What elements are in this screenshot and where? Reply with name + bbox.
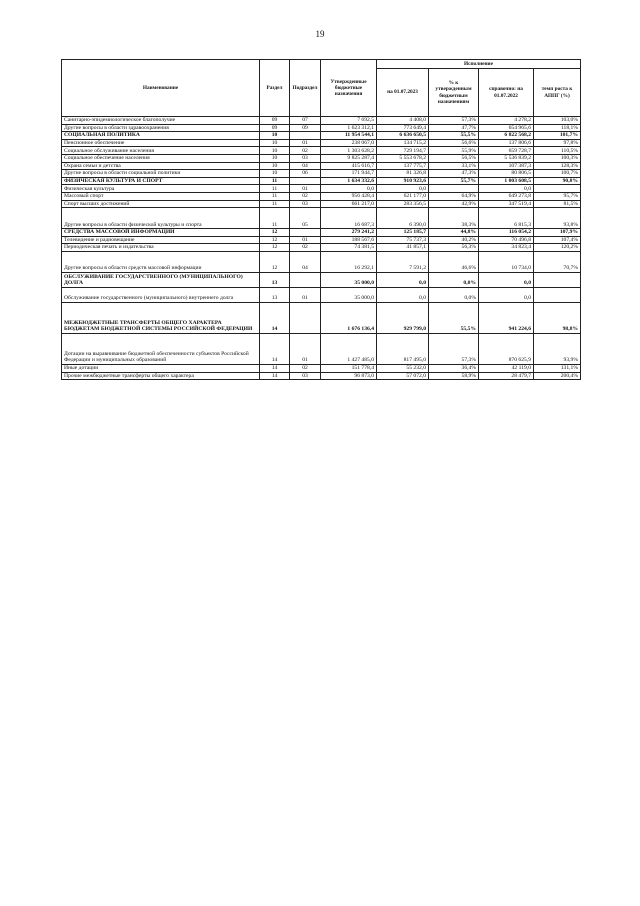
cell-on-date: 55 232,0: [377, 364, 429, 372]
table-row: [62, 147, 581, 155]
cell-ref: 347 519,4: [479, 200, 534, 208]
cell-razdel: 14: [260, 333, 290, 364]
cell-on-date: 817 495,0: [377, 333, 429, 364]
table-row: [62, 185, 581, 193]
table-row: [62, 244, 581, 252]
cell-pct: 56,3%: [429, 244, 479, 252]
cell-approved: 9 825 287,4: [321, 154, 377, 162]
cell-pct: 64,9%: [429, 192, 479, 200]
cell-razdel: 12: [260, 229, 290, 237]
cell-name: Физическая культура: [62, 185, 260, 193]
cell-podrazdel: 02: [290, 192, 321, 200]
cell-razdel: 10: [260, 139, 290, 147]
cell-growth: 100,3%: [534, 154, 581, 162]
cell-on-date: 41 857,1: [377, 244, 429, 252]
cell-pct: 56,6%: [429, 139, 479, 147]
cell-podrazdel: 01: [290, 287, 321, 302]
cell-pct: 38,3%: [429, 208, 479, 229]
cell-on-date: 57 072,0: [377, 372, 429, 380]
cell-razdel: 12: [260, 236, 290, 244]
cell-ref: 941 224,6: [479, 302, 534, 333]
cell-name: Иные дотации: [62, 364, 260, 372]
cell-on-date: 6 636 650,5: [377, 132, 429, 140]
cell-podrazdel: 02: [290, 147, 321, 155]
table-row: [62, 372, 581, 380]
cell-ref: 0,0: [479, 287, 534, 302]
cell-podrazdel: [290, 229, 321, 237]
cell-growth: 70,7%: [534, 251, 581, 272]
cell-on-date: 773 649,4: [377, 124, 429, 132]
cell-on-date: 81 326,8: [377, 170, 429, 178]
cell-growth: [534, 272, 581, 287]
cell-razdel: 11: [260, 177, 290, 185]
header-row-top: [62, 60, 581, 69]
table-row: [62, 208, 581, 229]
cell-ref: 137 806,6: [479, 139, 534, 147]
cell-growth: 95,7%: [534, 192, 581, 200]
cell-razdel: 10: [260, 132, 290, 140]
cell-on-date: 137 775,7: [377, 162, 429, 170]
header-growth: темп роста к АППГ (%): [534, 69, 581, 117]
budget-execution-table: [61, 59, 581, 380]
cell-razdel: 11: [260, 208, 290, 229]
cell-growth: 81,5%: [534, 200, 581, 208]
cell-ref: 654 965,6: [479, 124, 534, 132]
cell-razdel: 10: [260, 147, 290, 155]
table-row: [62, 287, 581, 302]
cell-approved: 35 000,0: [321, 287, 377, 302]
cell-name: Телевидение и радиовещание: [62, 236, 260, 244]
cell-pct: 56,5%: [429, 154, 479, 162]
cell-approved: 16 687,3: [321, 208, 377, 229]
table-row: [62, 154, 581, 162]
cell-podrazdel: 03: [290, 154, 321, 162]
cell-ref: 6 822 568,2: [479, 132, 534, 140]
header-pct-approved: % к утвержденным бюджетным назначениям: [429, 69, 479, 117]
cell-on-date: 0,0: [377, 272, 429, 287]
cell-approved: 35 000,0: [321, 272, 377, 287]
cell-razdel: 13: [260, 287, 290, 302]
cell-name: Дотации на выравнивание бюджетной обеспеченности субъектов Российской Федерации и муниципальных образований: [62, 333, 260, 364]
cell-pct: 0,0%: [429, 287, 479, 302]
cell-on-date: 7 591,2: [377, 251, 429, 272]
cell-growth: [534, 287, 581, 302]
cell-name: Другие вопросы в области физической культуры и спорта: [62, 208, 260, 229]
cell-on-date: 75 737,3: [377, 236, 429, 244]
cell-pct: 47,3%: [429, 170, 479, 178]
cell-growth: 200,4%: [534, 372, 581, 380]
cell-pct: 57,3%: [429, 117, 479, 125]
cell-growth: 100,7%: [534, 170, 581, 178]
cell-ref: 28 479,7: [479, 372, 534, 380]
cell-pct: 55,7%: [429, 177, 479, 185]
cell-pct: 40,2%: [429, 236, 479, 244]
cell-name: ФИЗИЧЕСКАЯ КУЛЬТУРА И СПОРТ: [62, 177, 260, 185]
table-row: [62, 302, 581, 333]
cell-ref: 42 119,0: [479, 364, 534, 372]
cell-podrazdel: 01: [290, 333, 321, 364]
table-row: [62, 229, 581, 237]
table-row: [62, 200, 581, 208]
cell-ref: 116 054,2: [479, 229, 534, 237]
cell-razdel: 10: [260, 162, 290, 170]
cell-ref: 107 387,3: [479, 162, 534, 170]
cell-razdel: 14: [260, 372, 290, 380]
header-on-date: на 01.07.2023: [377, 69, 429, 117]
cell-name: Социальное обслуживание населения: [62, 147, 260, 155]
cell-razdel: 13: [260, 272, 290, 287]
cell-approved: 188 567,6: [321, 236, 377, 244]
cell-approved: 171 944,7: [321, 170, 377, 178]
cell-pct: 0,0%: [429, 272, 479, 287]
table-row: [62, 162, 581, 170]
cell-pct: 36,4%: [429, 364, 479, 372]
cell-podrazdel: 04: [290, 251, 321, 272]
cell-name: Другие вопросы в области социальной политики: [62, 170, 260, 178]
cell-approved: 1 427 485,0: [321, 333, 377, 364]
cell-on-date: 134 715,2: [377, 139, 429, 147]
cell-growth: 131,1%: [534, 364, 581, 372]
table-row: [62, 272, 581, 287]
cell-podrazdel: [290, 302, 321, 333]
cell-ref: 5 536 839,2: [479, 154, 534, 162]
cell-name: Массовый спорт: [62, 192, 260, 200]
header-razdel: Раздел: [260, 60, 290, 117]
cell-pct: 55,5%: [429, 302, 479, 333]
cell-podrazdel: 05: [290, 208, 321, 229]
cell-approved: 415 616,7: [321, 162, 377, 170]
cell-on-date: 5 553 678,2: [377, 154, 429, 162]
cell-pct: 42,9%: [429, 200, 479, 208]
cell-pct: 57,3%: [429, 333, 479, 364]
cell-pct: 46,6%: [429, 251, 479, 272]
header-name: Наименование: [62, 60, 260, 117]
table-row: [62, 132, 581, 140]
cell-razdel: 14: [260, 302, 290, 333]
cell-name: Санитарно-эпидемиологическое благополучие: [62, 117, 260, 125]
cell-razdel: 14: [260, 364, 290, 372]
cell-name: Другие вопросы в области здравоохранения: [62, 124, 260, 132]
cell-podrazdel: [290, 177, 321, 185]
cell-approved: 151 778,4: [321, 364, 377, 372]
cell-growth: 110,5%: [534, 147, 581, 155]
cell-growth: 93,9%: [534, 333, 581, 364]
cell-growth: 128,3%: [534, 162, 581, 170]
cell-name: СРЕДСТВА МАССОВОЙ ИНФОРМАЦИИ: [62, 229, 260, 237]
cell-ref: 659 728,7: [479, 147, 534, 155]
cell-ref: 4 278,2: [479, 117, 534, 125]
cell-pct: [429, 185, 479, 193]
cell-podrazdel: 02: [290, 364, 321, 372]
cell-podrazdel: 04: [290, 162, 321, 170]
cell-ref: 0,0: [479, 272, 534, 287]
cell-growth: 98,8%: [534, 302, 581, 333]
cell-podrazdel: 01: [290, 139, 321, 147]
cell-ref: 80 806,5: [479, 170, 534, 178]
header-podrazdel: Подраздел: [290, 60, 321, 117]
cell-growth: 118,1%: [534, 124, 581, 132]
cell-approved: 96 873,0: [321, 372, 377, 380]
cell-podrazdel: 06: [290, 170, 321, 178]
cell-razdel: 12: [260, 244, 290, 252]
cell-growth: 107,4%: [534, 236, 581, 244]
table-row: [62, 177, 581, 185]
cell-growth: 101,7%: [534, 132, 581, 140]
cell-name: ОБСЛУЖИВАНИЕ ГОСУДАРСТВЕННОГО (МУНИЦИПАЛЬНОГО) ДОЛГА: [62, 272, 260, 287]
cell-approved: 1 634 332,6: [321, 177, 377, 185]
cell-growth: 97,8%: [534, 139, 581, 147]
header-execution: Исполнение: [377, 60, 581, 69]
cell-growth: [534, 185, 581, 193]
cell-on-date: 125 185,7: [377, 229, 429, 237]
header-ref: справочно: на 01.07.2022: [479, 69, 534, 117]
cell-razdel: 09: [260, 124, 290, 132]
cell-approved: 1 303 628,2: [321, 147, 377, 155]
table-row: [62, 236, 581, 244]
table-body: [62, 117, 581, 380]
cell-on-date: 729 194,7: [377, 147, 429, 155]
cell-approved: 11 954 544,1: [321, 132, 377, 140]
table-row: [62, 364, 581, 372]
cell-name: МЕЖБЮДЖЕТНЫЕ ТРАНСФЕРТЫ ОБЩЕГО ХАРАКТЕРА БЮДЖЕТАМ БЮДЖЕТНОЙ СИСТЕМЫ РОССИЙСКОЙ ФЕДЕРАЦИИ: [62, 302, 260, 333]
cell-approved: 1 676 136,4: [321, 302, 377, 333]
cell-podrazdel: 03: [290, 372, 321, 380]
cell-podrazdel: 03: [290, 200, 321, 208]
cell-pct: 55,9%: [429, 147, 479, 155]
cell-pct: 47,7%: [429, 124, 479, 132]
cell-growth: 93,8%: [534, 208, 581, 229]
header-approved: Утвержденные бюджетные назначения: [321, 60, 377, 117]
table-row: [62, 170, 581, 178]
cell-approved: 1 623 312,1: [321, 124, 377, 132]
cell-name: Охрана семьи и детства: [62, 162, 260, 170]
cell-name: Прочие межбюджетные трансферты общего характера: [62, 372, 260, 380]
cell-razdel: 10: [260, 154, 290, 162]
cell-pct: 58,9%: [429, 372, 479, 380]
cell-podrazdel: 01: [290, 236, 321, 244]
cell-ref: 6 815,3: [479, 208, 534, 229]
cell-on-date: 6 390,0: [377, 208, 429, 229]
page-number: 19: [315, 29, 325, 39]
cell-ref: 649 273,8: [479, 192, 534, 200]
cell-growth: 120,2%: [534, 244, 581, 252]
cell-on-date: 0,0: [377, 185, 429, 193]
cell-razdel: 10: [260, 170, 290, 178]
cell-approved: 16 292,1: [321, 251, 377, 272]
cell-podrazdel: 01: [290, 185, 321, 193]
cell-razdel: 11: [260, 185, 290, 193]
cell-growth: 90,8%: [534, 177, 581, 185]
cell-name: Социальное обеспечение населения: [62, 154, 260, 162]
cell-name: Пенсионное обеспечение: [62, 139, 260, 147]
cell-razdel: 11: [260, 200, 290, 208]
cell-on-date: 929 799,0: [377, 302, 429, 333]
cell-ref: 10 734,0: [479, 251, 534, 272]
cell-approved: 956 428,4: [321, 192, 377, 200]
cell-podrazdel: [290, 272, 321, 287]
cell-ref: 870 625,9: [479, 333, 534, 364]
table-row: [62, 139, 581, 147]
cell-on-date: 621 177,0: [377, 192, 429, 200]
cell-razdel: 09: [260, 117, 290, 125]
cell-pct: 44,8%: [429, 229, 479, 237]
table-row: [62, 251, 581, 272]
cell-ref: 0,0: [479, 185, 534, 193]
cell-pct: 55,5%: [429, 132, 479, 140]
cell-on-date: 283 356,5: [377, 200, 429, 208]
cell-razdel: 11: [260, 192, 290, 200]
cell-name: Другие вопросы в области средств массовой информации: [62, 251, 260, 272]
cell-podrazdel: [290, 132, 321, 140]
cell-on-date: 0,0: [377, 287, 429, 302]
cell-razdel: 12: [260, 251, 290, 272]
table-row: [62, 117, 581, 125]
cell-name: СОЦИАЛЬНАЯ ПОЛИТИКА: [62, 132, 260, 140]
cell-name: Периодическая печать и издательства: [62, 244, 260, 252]
cell-pct: 33,1%: [429, 162, 479, 170]
cell-ref: 1 003 608,5: [479, 177, 534, 185]
table-row: [62, 124, 581, 132]
cell-podrazdel: 07: [290, 117, 321, 125]
cell-on-date: 910 923,6: [377, 177, 429, 185]
table-row: [62, 333, 581, 364]
cell-podrazdel: 09: [290, 124, 321, 132]
cell-name: Обслуживание государственного (муниципального) внутреннего долга: [62, 287, 260, 302]
cell-ref: 70 496,8: [479, 236, 534, 244]
cell-ref: 34 823,4: [479, 244, 534, 252]
cell-approved: 238 067,0: [321, 139, 377, 147]
cell-on-date: 4 408,0: [377, 117, 429, 125]
cell-approved: 0,0: [321, 185, 377, 193]
cell-approved: 279 241,2: [321, 229, 377, 237]
cell-name: Спорт высших достижений: [62, 200, 260, 208]
cell-approved: 661 217,0: [321, 200, 377, 208]
cell-growth: 107,9%: [534, 229, 581, 237]
cell-approved: 74 381,5: [321, 244, 377, 252]
table-row: [62, 192, 581, 200]
cell-growth: 103,0%: [534, 117, 581, 125]
cell-approved: 7 692,5: [321, 117, 377, 125]
cell-podrazdel: 02: [290, 244, 321, 252]
